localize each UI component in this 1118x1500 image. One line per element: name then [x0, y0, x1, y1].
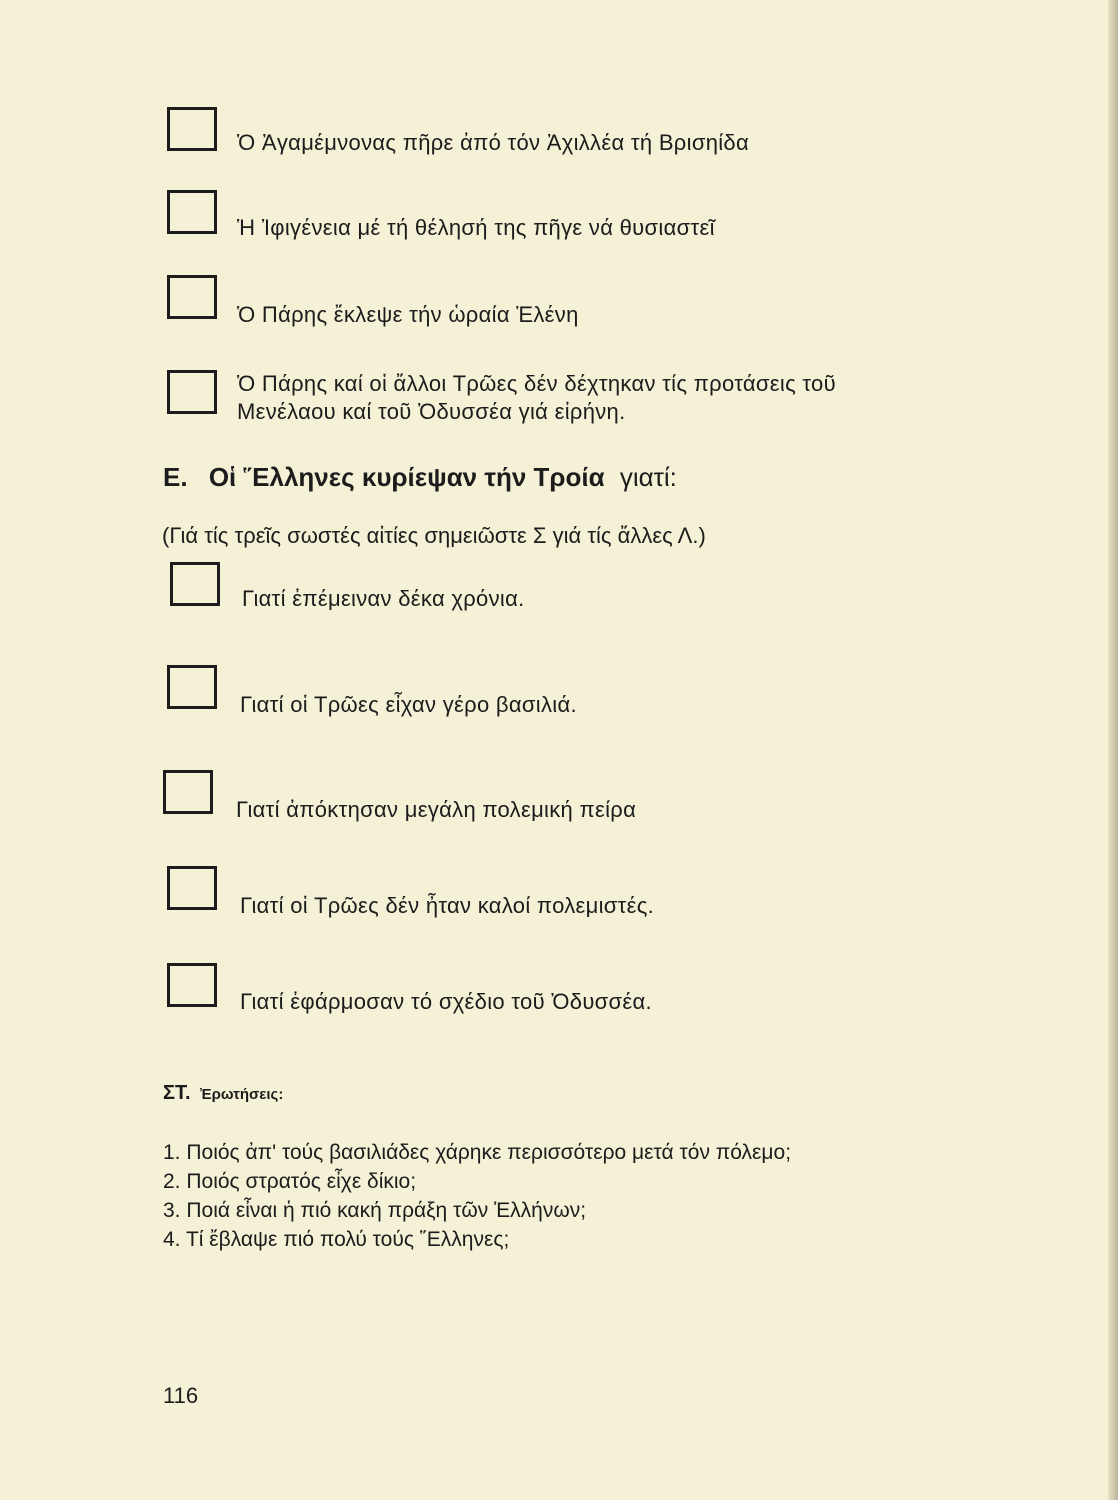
checkbox-d-2[interactable]: [167, 190, 217, 234]
option-e-2: Γιατί οἱ Τρῶες εἶχαν γέρο βασιλιά.: [240, 692, 577, 717]
checkbox-d-1[interactable]: [167, 107, 217, 151]
checkbox-d-4[interactable]: [167, 370, 217, 414]
checkbox-d-3[interactable]: [167, 275, 217, 319]
section-e-instruction: (Γιά τίς τρεῖς σωστές αἰτίες σημειῶστε Σ γιά τίς ἄλλες Λ.): [162, 523, 706, 548]
page-edge: [1108, 0, 1118, 1500]
option-d-4-line-2: Μενέλαου καί τοῦ Ὀδυσσέα γιά εἰρήνη.: [237, 399, 626, 424]
section-e-title: Οἱ ῞Ελληνες κυρίεψαν τήν Τροία: [208, 462, 605, 492]
option-d-3: Ὁ Πάρης ἔκλεψε τήν ὡραία Ἑλένη: [237, 302, 579, 327]
option-e-1: Γιατί ἐπέμειναν δέκα χρόνια.: [242, 586, 525, 611]
section-e-heading: [163, 462, 677, 493]
question-item: 4. Τί ἔβλαψε πιό πολύ τούς ῞Ελληνες;: [163, 1228, 510, 1251]
checkbox-e-5[interactable]: [167, 963, 217, 1007]
option-d-2: Ἡ Ἰφιγένεια μέ τή θέλησή της πῆγε νά θυσιαστεῖ: [237, 215, 715, 240]
section-e-title-rest: γιατί:: [619, 462, 677, 492]
option-d-1: Ὁ Ἀγαμέμνονας πῆρε ἀπό τόν Ἀχιλλέα τή Βρισηίδα: [237, 130, 749, 155]
checkbox-e-1[interactable]: [170, 562, 220, 606]
section-e-letter: Ε.: [163, 462, 188, 492]
checkbox-e-3[interactable]: [163, 770, 213, 814]
question-item: 2. Ποιός στρατός εἶχε δίκιο;: [163, 1170, 417, 1193]
section-st-heading: [163, 1082, 283, 1105]
option-e-5: Γιατί ἐφάρμοσαν τό σχέδιο τοῦ Ὀδυσσέα.: [240, 989, 652, 1014]
questions-list: [163, 1138, 791, 1254]
section-st-title: Ἐρωτήσεις:: [200, 1086, 284, 1103]
question-item: 3. Ποιά εἶναι ἡ πιό κακή πράξη τῶν Ἑλλήνων;: [163, 1199, 587, 1222]
section-st-letter: ΣΤ.: [163, 1082, 191, 1104]
page-number: 116: [163, 1383, 199, 1408]
option-d-4-line-1: Ὁ Πάρης καί οἱ ἄλλοι Τρῶες δέν δέχτηκαν τίς προτάσεις τοῦ: [237, 371, 836, 396]
question-item: 1. Ποιός ἀπ' τούς βασιλιάδες χάρηκε περισσότερο μετά τόν πόλεμο;: [163, 1141, 792, 1164]
checkbox-e-2[interactable]: [167, 665, 217, 709]
option-e-3: Γιατί ἀπόκτησαν μεγάλη πολεμική πείρα: [236, 797, 637, 822]
option-e-4: Γιατί οἱ Τρῶες δέν ἦταν καλοί πολεμιστές.: [240, 893, 655, 918]
checkbox-e-4[interactable]: [167, 866, 217, 910]
